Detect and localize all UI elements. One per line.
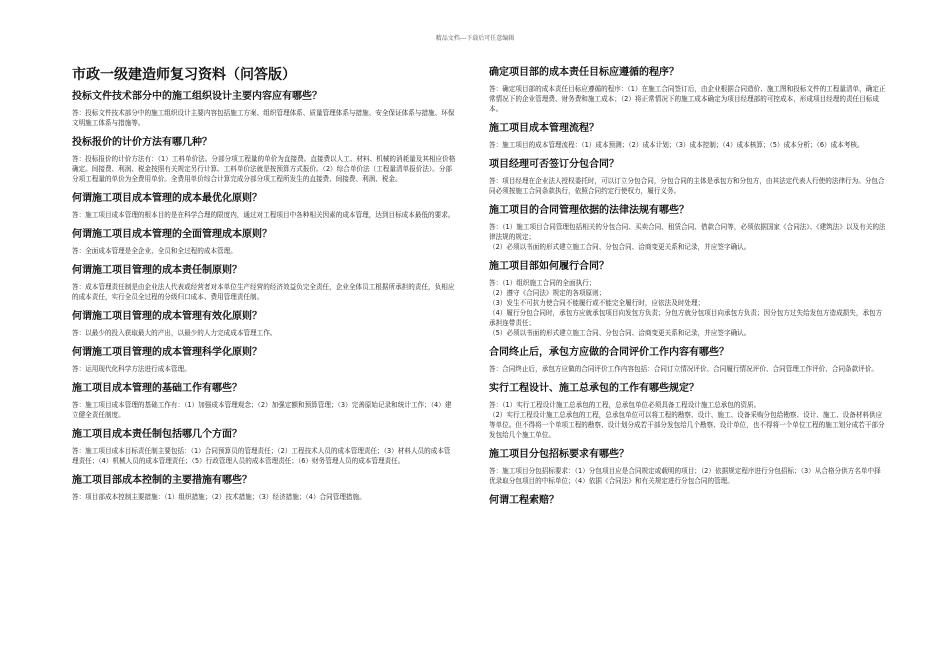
answer-line: 答：施工项目成本目标责任制主要包括：（1）合同预算员的管理责任；（2）工程技术人员的成本管理责任；（3）材料人员的成本管理责任；（4）机械人员的成本管理责任；（5）行政管理人员的成本管理责任；（6）财务管理人员的成本管理责任。 — [72, 447, 451, 465]
question-heading: 施工项目成本管理的基础工作有哪些？ — [72, 383, 242, 394]
document-title: 市政一级建造师复习资料（问答版） — [72, 67, 296, 83]
answer-text — [489, 278, 887, 338]
question-heading: 实行工程设计、施工总承包的工作有哪些规定？ — [489, 383, 699, 394]
answer-text — [72, 446, 456, 466]
answer-text — [489, 400, 887, 440]
answer-text — [72, 364, 456, 374]
answer-text — [72, 328, 456, 338]
answer-text — [72, 492, 456, 502]
question-heading: 施工项目部如何履行合同？ — [489, 261, 609, 272]
question-heading: 项目经理可否签订分包合同？ — [489, 159, 619, 170]
answer-text — [72, 246, 456, 256]
answer-line: 答：施工项目成本管理的基础工作有：（1）加强成本管理观念；（2）加强定额和预算管理；（3）完善原始记录和统计工作；（4）建立健全责任制度。 — [72, 401, 452, 419]
answer-line: 答：（1）施工项目合同管理包括相关的分包合同、买卖合同、租赁合同、借款合同等，必须依据国家《合同法》、《建筑法》以及有关的法律法规的规定； — [489, 223, 886, 241]
answer-line: 答：（1）实行工程设计施工总承包的工程，总承包单位必须具备工程设计施工总承包的资质。 — [489, 401, 761, 409]
answer-line: 答：成本管理责任制是由企业法人代表或经营者对本单位生产经营的经济效益负完全责任，企业全体员工根据所承担的责任，负相应的成本责任，实行全员全过程的分级归口成本、费用管理责任制。 — [72, 283, 455, 301]
left-column — [72, 66, 456, 510]
question-heading: 确定项目部的成本责任目标应遵循的程序？ — [489, 67, 679, 78]
question-heading: 何谓施工项目管理的成本管理科学化原则？ — [72, 347, 262, 358]
answer-text — [72, 282, 456, 302]
answer-line: 答：施工项目分包招标要求：（1）分包项目应是合同规定或载明的项目；（2）依据规定程序进行分包招标；（3）从合格分供方名单中择优录取分包项目的中标单位；（4）依据《合同法》和有关规定进行分包合同的管理。 — [489, 467, 881, 485]
answer-line: （2）遵守《合同法》规定的各项原则； — [489, 289, 606, 297]
question-heading: 合同终止后，承包方应做的合同评价工作内容有哪些？ — [489, 347, 729, 358]
answer-text — [489, 84, 887, 114]
answer-line: 答：项目经理在企业法人授权委托时，可以订立分包合同，分包合同的主体是承包方和分包方，由其法定代表人行使的法律行为。分包合同必须按施工合同条款执行，依照合同约定行使权力，履行义务。 — [489, 177, 885, 195]
answer-line: （4）履行分包合同时，承包方应就承包项目向发包方负责；分包方就分包项目向承包方负责；因分包方过失给发包方造成损失，承包方承担连带责任； — [489, 309, 883, 327]
answer-text — [489, 466, 887, 486]
right-qa-list — [489, 66, 887, 508]
question-heading: 何谓施工项目成本管理的成本最优化原则？ — [72, 193, 262, 204]
answer-line: 答：全面成本管理是全企业、全员和全过程的成本管理。 — [72, 247, 237, 255]
answer-line: 答：确定项目部的成本责任目标应遵循的程序：（1）在施工合同签订后，由企业根据合同造价、施工图和投标文件的工程量清单，确定正常情况下的企业管理费、财务费和施工成本；（2）将正常情况下的施工成本确定为项目经理部的可控成本，形成项目经理的责任目标成本。 — [489, 85, 886, 113]
answer-line: 答：施工项目成本管理的根本目的是在科学合理的限度内，通过对工程项目中各种相关因素的成本管理，达到目标成本最低的要求。 — [72, 211, 455, 219]
question-heading: 何谓施工项目管理的成本责任制原则？ — [72, 265, 242, 276]
question-heading: 何谓施工项目成本管理的全面管理成本原则？ — [72, 229, 272, 240]
answer-text — [72, 210, 456, 220]
left-qa-list — [72, 90, 456, 502]
answer-line: 答：施工项目的成本管理流程：（1）成本预测；（2）成本计划；（3）成本控制；（4）成本核算；（5）成本分析；（6）成本考核。 — [489, 141, 864, 149]
answer-text — [72, 400, 456, 420]
question-heading: 投标文件技术部分中的施工组织设计主要内容应有哪些？ — [72, 91, 322, 102]
answer-line: （2）实行工程设计施工总承包的工程，总承包单位可以将工程的勘察、设计、施工、设备采购分包给勘察、设计、施工、设备材料供应等单位。但不得将一个单项工程的勘察、设计划分成若干部分发包给几个勘察、设计单位，也不得将一个单位工程的施工划分成若干部分发包给几个施工单位。 — [489, 411, 885, 439]
answer-line: （2）必须以书面的形式建立施工合同、分包合同、洽商变更关系和记录，并应签字确认。 — [489, 243, 751, 251]
answer-line: 答：运用现代化科学方法进行成本管理。 — [72, 365, 191, 373]
answer-line: 答：以最少的投入获取最大的产出，以最少的人力完成成本管理工作。 — [72, 329, 277, 337]
answer-text — [72, 154, 456, 184]
answer-text — [489, 140, 887, 150]
answer-line: 答：投标报价的计价方法有：（1）工料单价法。分部分项工程量的单价为直接费。直接费以人工、材料、机械的消耗量及其相应价格确定。间接费、利润、税金按照有关规定另行计算。工料单价法就是按预算方式报价。（2）综合单价法（工程量清单报价法）。分部分项工程量的单价为全费用单价。全费用单价综合计算完成分部分项工程所发生的直接费、间接费、利润、税金。 — [72, 155, 456, 183]
answer-text — [72, 108, 456, 128]
answer-line: 答：项目部成本控制主要措施：（1）组织措施；（2）技术措施；（3）经济措施；（4）合同管理措施。 — [72, 493, 366, 501]
answer-line: 答：合同终止后，承包方应做的合同评价工作内容包括：合同订立情况评价、合同履行情况评价、合同管理工作评价、合同条款评价。 — [489, 365, 879, 373]
answer-text — [489, 222, 887, 252]
question-heading: 施工项目成本责任制包括哪几个方面？ — [72, 429, 242, 440]
answer-text — [489, 364, 887, 374]
question-heading: 何谓施工项目管理的成本管理有效化原则？ — [72, 311, 262, 322]
question-heading: 施工项目部成本控制的主要措施有哪些？ — [72, 475, 252, 486]
answer-line: （5）必须以书面的形式建立施工合同、分包合同、洽商变更关系和记录，并应签字确认。 — [489, 329, 751, 337]
question-heading: 何谓工程索赔？ — [489, 495, 559, 506]
question-heading: 施工项目成本管理流程？ — [489, 123, 599, 134]
answer-line: （3）发生不可抗力使合同不能履行或不能完全履行时，应依法及时处理； — [489, 299, 705, 307]
question-heading: 施工项目分包招标要求有哪些？ — [489, 449, 629, 460]
answer-line: 答：投标文件技术部分中的施工组织设计主要内容包括施工方案、组织管理体系、质量管理体系与措施、安全保证体系与措施、环保文明施工体系与措施等。 — [72, 109, 455, 127]
answer-line: 答：（1）组织施工合同的全面执行； — [489, 279, 596, 287]
header-note: 精品文档---下载后可任意编辑 — [435, 35, 515, 42]
right-column — [489, 66, 887, 512]
question-heading: 投标报价的计价方法有哪几种？ — [72, 137, 212, 148]
question-heading: 施工项目的合同管理依据的法律法规有哪些？ — [489, 205, 689, 216]
answer-text — [489, 176, 887, 196]
